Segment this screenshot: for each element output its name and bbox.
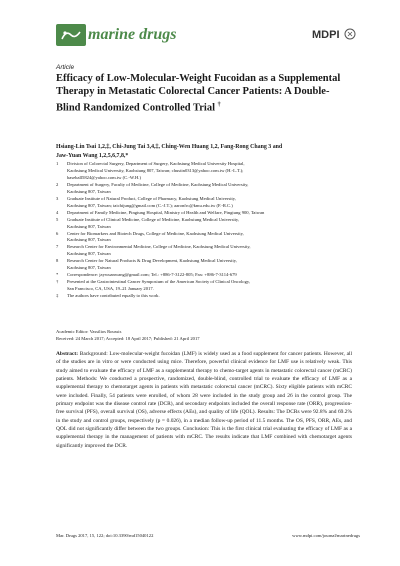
title-footnote-mark: †: [217, 101, 221, 108]
affiliation-line: Graduate Institute of Natural Product, College of Pharmacy, Kaohsiung Medical University,: [67, 195, 236, 201]
affiliation-item: [56, 161, 356, 182]
abstract-label: Abstract:: [56, 351, 79, 357]
affiliation-marker: 5: [56, 216, 59, 222]
affiliation-marker: 7: [56, 244, 59, 250]
affiliation-marker: 2: [56, 181, 59, 187]
affiliation-line: Research Center for Environmental Medicine, College of Medicine, Kaohsiung Medical University,: [67, 244, 251, 250]
journal-logo-icon: [56, 24, 86, 46]
affiliation-item: [56, 231, 356, 245]
abstract-text: Background: Low-molecular-weight fucoidan (LMF) is widely used as a food supplement for cancer patients. However, all of the studies are in vitro or were conducted using mice. Therefore, powerful clinical evidence for LMF use is relatively weak. This study aimed to evaluate the efficacy of LMF as a supplemental therapy to chemo-target agents in metastatic colorectal cancer (mCRC) patients. Methods: We conducted a prospective, randomized, double-blind, controlled trial to evaluate the efficacy of LMF as a supplemental therapy to chemotarget agents in patients with metastatic colorectal cancer (mCRC). Sixty eligible patients with mCRC were included. Finally, 54 patients were enrolled, of whom 28 were included in the study group and 26 in the control group. The primary endpoint was the disease control rate (DCR), and secondary endpoints included the overall response rate (ORR), progression-free survival (PFS), overall survival (OS), adverse effects (AEs), and quality of life (QOL). Results: The DCRs were 92.8% and 69.2% in the study and control groups, respectively (p = 0.026), in a median follow-up period of 11.5 months. The OS, PFS, ORR, AEs, and QOL did not significantly differ between the two groups. Conclusion: This is the first clinical trial evaluating the efficacy of LMF as a supplemental therapy in the management of patients with mCRC. The results indicate that LMF combined with chemotarget agents significantly improved the DCR.: [56, 351, 353, 449]
affiliation-item: [56, 217, 356, 231]
affiliation-line: Research Center for Natural Products & Drug Development, Kaohsiung Medical University,: [67, 258, 237, 264]
journal-header: [56, 22, 356, 52]
affiliation-item: [56, 196, 356, 210]
affiliation-item: [56, 244, 356, 258]
affiliation-line: Center for Biomarkers and Biotech Drugs, College of Medicine, Kaohsiung Medical University,: [67, 230, 244, 236]
affiliation-line: Kaohsiung 807, Taiwan: [67, 223, 111, 229]
citation-footer: Mar. Drugs 2017, 15, 122; doi:10.3390/md15040122: [56, 533, 154, 538]
affiliation-marker: 3: [56, 195, 59, 201]
affiliation-marker: 1: [56, 161, 59, 166]
journal-name: marine drugs: [88, 26, 177, 43]
mdpi-logo-icon: [312, 26, 356, 42]
affiliation-line: Department of Surgery, Faculty of Medicine, College of Medicine, Kaohsiung Medical University,: [67, 181, 249, 187]
affiliation-line: Kaohsiung 807, Taiwan: [67, 265, 111, 271]
affiliation-line: The authors have contributed equally to this work.: [67, 293, 160, 299]
affiliation-marker: ‡: [56, 293, 59, 299]
svg-text:MDPI: MDPI: [312, 29, 340, 41]
academic-editor: Academic Editor: Vassilios Roussis: [56, 329, 122, 334]
affiliation-marker: †: [56, 279, 59, 285]
affiliation-line: Kaohsiung 807, Taiwan: [67, 251, 111, 257]
authors-line: Hsiang-Lin Tsai 1,2,‡, Chi-Jung Tai 3,4,‡, Ching-Wen Huang 1,2, Fang-Rong Chang 3 and: [56, 144, 283, 150]
affiliation-line: baseball5824@yahoo.com.tw (C.-W.H.): [67, 174, 141, 180]
affiliation-line: Department of Family Medicine, Pingtung Hospital, Ministry of Health and Welfare, Pingtung 900, Taiwan: [67, 209, 265, 215]
affiliation-line: Correspondence: jaywuanwang@gmail.com; Tel.: +886-7-3122-805; Fax: +886-7-3114-679: [67, 272, 237, 278]
affiliations-list: [56, 161, 356, 300]
affiliation-line: Kaohsiung 807, Taiwan: [67, 237, 111, 243]
affiliation-item: [56, 293, 356, 300]
affiliation-marker: *: [56, 272, 59, 278]
affiliation-line: Kaohsiung Medical University, Kaohsiung 807, Taiwan; chustin0313@yahoo.com.tw (H.-L.T.);: [67, 167, 244, 173]
affiliation-item: [56, 258, 356, 272]
affiliation-item: [56, 272, 356, 279]
affiliation-line: San Francisco, CA, USA, 19–21 January 2017.: [67, 286, 154, 292]
affiliation-marker: 8: [56, 258, 59, 264]
article-type: Article: [56, 64, 75, 71]
abstract: [56, 350, 352, 450]
publication-dates: Received: 24 March 2017; Accepted: 18 April 2017; Published: 21 April 2017: [56, 336, 200, 341]
affiliation-item: [56, 279, 356, 293]
title-text: Efficacy of Low-Molecular-Weight Fucoidan as a Supplemental Therapy in Metastatic Colorectal Cancer Patients: A Double-Blind Randomized Controlled Trial: [56, 73, 341, 114]
affiliation-marker: 6: [56, 230, 59, 236]
authors-line: Jaw-Yuan Wang 1,2,5,6,7,8,*: [56, 152, 129, 159]
affiliation-item: [56, 182, 356, 196]
affiliation-line: Presented at the Gastrointestinal Cancer Symposium of the American Society of Clinical Oncology,: [67, 279, 251, 285]
author-list: [56, 143, 356, 160]
affiliation-line: Division of Colorectal Surgery, Department of Surgery, Kaohsiung Medical University Hospital,: [67, 161, 245, 166]
article-title: [56, 72, 348, 115]
affiliation-item: [56, 210, 356, 217]
affiliation-line: Kaohsiung 807, Taiwan; taichijung@gmail.com (C.-J.T.); aaronfrc@kmu.edu.tw (F.-R.C.): [67, 202, 233, 208]
affiliation-line: Kaohsiung 807, Taiwan: [67, 188, 111, 194]
affiliation-marker: 4: [56, 209, 59, 215]
affiliation-line: Graduate Institute of Clinical Medicine, College of Medicine, Kaohsiung Medical University,: [67, 216, 240, 222]
journal-url[interactable]: www.mdpi.com/journal/marinedrugs: [292, 533, 360, 538]
